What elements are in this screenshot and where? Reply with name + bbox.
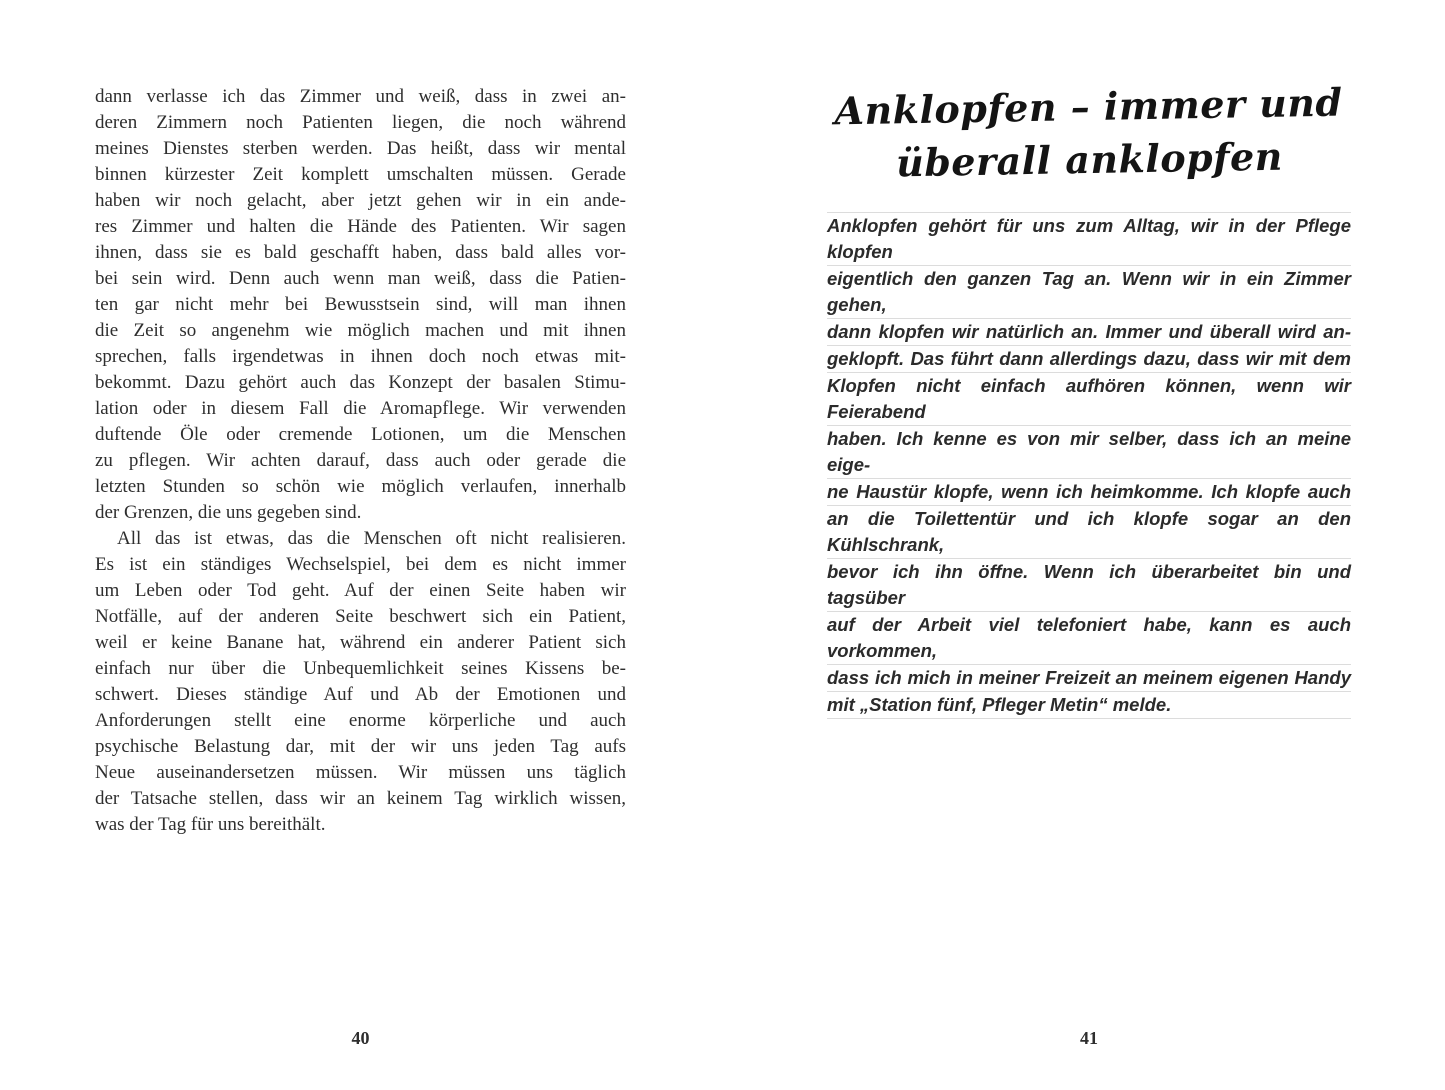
page-right xyxy=(827,80,1351,719)
chapter-heading-line: überall anklopfen xyxy=(895,133,1284,186)
body-paragraph xyxy=(95,84,626,526)
text-line: was der Tag für uns bereithält. xyxy=(95,814,326,835)
text-line: meines Dienstes sterben werden. Das heißt, dass wir mental xyxy=(95,138,626,159)
text-line: lation oder in diesem Fall die Aromapflege. Wir verwenden xyxy=(95,398,626,419)
text-line: All das ist etwas, das die Menschen oft nicht realisieren. xyxy=(117,528,626,549)
page-number-right: 41 xyxy=(1080,1028,1098,1048)
text-line: sprechen, falls irgendetwas in ihnen doch noch etwas mit- xyxy=(95,346,626,367)
note-line: dann klopfen wir natürlich an. Immer und überall wird an- xyxy=(827,319,1351,346)
note-line: Klopfen nicht einfach aufhören können, wenn wir Feierabend xyxy=(827,373,1351,426)
note-line: an die Toilettentür und ich klopfe sogar an den Kühlschrank, xyxy=(827,506,1351,559)
chapter-heading xyxy=(826,75,1352,190)
body-paragraph xyxy=(95,526,626,838)
note-line: Anklopfen gehört für uns zum Alltag, wir in der Pflege klopfen xyxy=(827,213,1351,266)
text-line: res Zimmer und halten die Hände des Patienten. Wir sagen xyxy=(95,216,626,237)
text-line: psychische Belastung dar, mit der wir uns jeden Tag aufs xyxy=(95,736,626,757)
text-line: zu pflegen. Wir achten darauf, dass auch oder gerade die xyxy=(95,450,626,471)
text-line: um Leben oder Tod geht. Auf der einen Seite haben wir xyxy=(95,580,626,601)
text-line: weil er keine Banane hat, während ein anderer Patient sich xyxy=(95,632,626,653)
text-line: Es ist ein ständiges Wechselspiel, bei dem es nicht immer xyxy=(95,554,626,575)
note-line: eigentlich den ganzen Tag an. Wenn wir in ein Zimmer gehen, xyxy=(827,266,1351,319)
text-line: der Grenzen, die uns gegeben sind. xyxy=(95,502,362,523)
text-line: haben wir noch gelacht, aber jetzt gehen wir in ein ande- xyxy=(95,190,626,211)
text-line: Notfälle, auf der anderen Seite beschwert sich ein Patient, xyxy=(95,606,626,627)
text-line: die Zeit so angenehm wie möglich machen und mit ihnen xyxy=(95,320,626,341)
text-line: binnen kürzester Zeit komplett umschalten müssen. Gerade xyxy=(95,164,626,185)
text-line: bekommt. Dazu gehört auch das Konzept der basalen Stimu- xyxy=(95,372,626,393)
note-line: auf der Arbeit viel telefoniert habe, kann es auch vorkommen, xyxy=(827,612,1351,665)
note-line: bevor ich ihn öffne. Wenn ich überarbeitet bin und tagsüber xyxy=(827,559,1351,612)
page-number-left: 40 xyxy=(351,1028,370,1048)
page-left xyxy=(95,84,626,838)
text-line: der Tatsache stellen, dass wir an keinem Tag wirklich wissen, xyxy=(95,788,626,809)
note-line: geklopft. Das führt dann allerdings dazu, dass wir mit dem xyxy=(827,346,1351,373)
note-line: ne Haustür klopfe, wenn ich heimkomme. Ich klopfe auch xyxy=(827,479,1351,506)
note-block xyxy=(827,212,1351,719)
text-line: duftende Öle oder cremende Lotionen, um die Menschen xyxy=(95,424,626,445)
text-line: ten gar nicht mehr bei Bewusstsein sind, will man ihnen xyxy=(95,294,626,315)
text-line: einfach nur über die Unbequemlichkeit seines Kissens be- xyxy=(95,658,626,679)
text-line: dann verlasse ich das Zimmer und weiß, dass in zwei an- xyxy=(95,86,626,107)
text-line: bei sein wird. Denn auch wenn man weiß, dass die Patien- xyxy=(95,268,626,289)
text-line: Neue auseinandersetzen müssen. Wir müssen uns täglich xyxy=(95,762,626,783)
note-line: haben. Ich kenne es von mir selber, dass ich an meine eige- xyxy=(827,426,1351,479)
chapter-heading-line: Anklopfen – immer und xyxy=(834,79,1343,134)
text-line: schwert. Dieses ständige Auf und Ab der Emotionen und xyxy=(95,684,626,705)
note-line: dass ich mich in meiner Freizeit an meinem eigenen Handy xyxy=(827,665,1351,692)
text-line: letzten Stunden so schön wie möglich verlaufen, innerhalb xyxy=(95,476,626,497)
text-line: deren Zimmern noch Patienten liegen, die noch während xyxy=(95,112,626,133)
text-line: Anforderungen stellt eine enorme körperliche und auch xyxy=(95,710,626,731)
note-line: mit „Station fünf, Pfleger Metin“ melde. xyxy=(827,692,1351,719)
text-line: ihnen, dass sie es bald geschafft haben, dass bald alles vor- xyxy=(95,242,626,263)
